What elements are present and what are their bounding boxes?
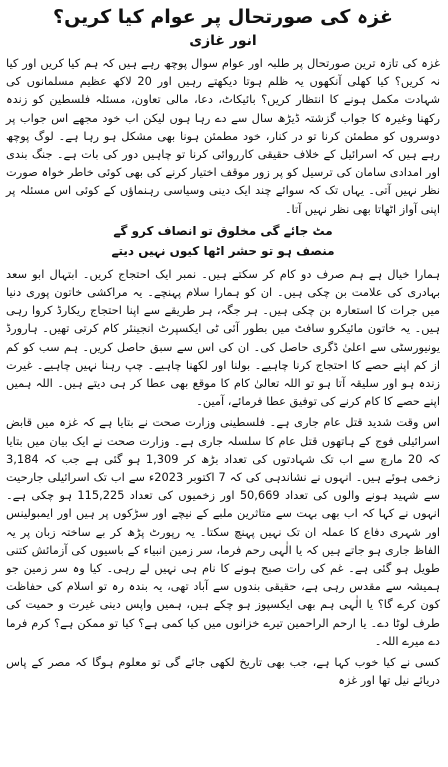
verse-line-2 xyxy=(6,241,440,261)
verse-line-1-text: مٹ جائے گی مخلوق تو انصاف کرو گے xyxy=(113,223,333,238)
verse-line-1 xyxy=(6,221,440,241)
verse xyxy=(6,221,440,261)
paragraph-4: کسی نے کیا خوب کہا ہے، جب بھی تاریخ لکھی جائے گی تو معلوم ہوگا کہ مصر کے پاس دریائے نیل تھا اور غزہ xyxy=(6,655,440,688)
verse-line-2-text: منصف ہو تو حشر اٹھا کیوں نہیں دیتے xyxy=(111,243,335,258)
paragraph-3: اس وقت شدید قتل عام جاری ہے۔ فلسطینی وزارت صحت نے بتایا ہے کہ غزہ میں قابض اسرائیلی فوج کے ہاتھوں قتل عام کا سلسلہ جاری ہے۔ وزارت صحت نے ایک بیان میں بتایا کہ 20 مارچ سے اب تک شہادتوں کی تعداد بڑھ کر 1,309 ہو گئی ہے جب کہ 3,184 زخمی ہوئے ہیں۔ انہوں نے نشاندہی کی کہ 7 اکتوبر 2023ء سے اب تک اسرائیلی جارحیت سے شہید ہونے والوں کی تعداد 50,669 اور زخمیوں کی تعداد 115,225 ہو چکی ہے۔ انہوں نے کہا کہ اب بھی بہت سے متاثرین ملبے کے نیچے اور سڑکوں پر ہیں اور ایمبولینس اور شہری دفاع کا عملہ ان تک نہیں پہنچ سکتا۔ یہ رپورٹ پڑھ کر بے ساختہ زبان پر یہ الفاظ جاری ہو جاتے ہیں کہ یا الٰہی رحم فرما، سر زمین انبیاء کے باسیوں کی آزمائش کتنی طویل ہو گئی ہے۔ غم کی رات صبح ہونے کا نام ہی نہیں لے رہی۔ کیا وہ سر زمین جو ہمیشہ سے مقدس رہی ہے، حقیقی بندوں سے آباد تھی، یہ بندہ رہ تو اسلام کی حفاظت کون کرے گا؟ یا الٰہی ہم بھی ایکسپوز ہو چکے ہیں، ہمیں واپس دینی غیرت و حمیت کی طرف لوٹا دے۔ یا ارحم الراحمین تیرے خزانوں میں کیا کمی ہے؟ کیا تو ممکن ہے؟ کرم فرما دے میرے اللہ۔ xyxy=(6,415,441,648)
article-title: غزہ کی صورتحال پر عوام کیا کریں؟ xyxy=(53,6,393,28)
article-body xyxy=(6,54,440,690)
paragraph-1: غزہ کی تازہ ترین صورتحال پر طلبہ اور عوام سوال پوچھ رہے ہیں کہ ہم کیا کریں اور کیا نہ کریں؟ کیا کھلی آنکھوں یہ ظلم ہوتا دیکھتے رہیں اور 20 لاکھ عظیم مسلمانوں کی شہادت مکمل ہونے کا انتظار کریں؟ بائیکاٹ، دعا، مالی تعاون، مسئلہ فلسطین کو زندہ رکھنا وغیرہ کا جواب گزشتہ ڈیڑھ سال سے دے رہا ہوں لیکن اب خود مجھے اس جواب پر دوسروں کو مطمئن کرنا تو در کنار، خود مطمئن ہونا بھی مشکل ہو رہا ہے۔ لوگ پوچھ رہے ہیں کہ اسرائیل کے خلاف حقیقی کارروائی کرنا تو چاہیں دور کی بات ہے۔ جنگ بندی اور امدادی سامان کی ترسیل کو پر زور موقف اختیار کرنے کی بھی کوئی خاطر خواہ صورت نظر نہیں آتی۔ یہاں تک کہ سوائے چند ایک دینی وسیاسی رہنماؤں کے کوئی اس مسئلہ پر اپنی آواز اٹھاتا بھی نظر نہیں آتا۔ xyxy=(6,56,441,216)
paragraph-2: ہمارا خیال ہے ہم صرف دو کام کر سکتے ہیں۔ نمبر ایک احتجاج کریں۔ ابتہال ابو سعد بہادری کی علامت بن چکی ہیں۔ ان کو ہمارا سلام پہنچے۔ یہ مراکشی خاتون پوری دنیا میں جرات کا استعارہ بن چکی ہیں۔ ہر جگہ، ہر طریقے سے اپنا احتجاج ریکارڈ کروا رہی ہیں۔ یہ خاتون مائیکرو سافٹ میں بطور آئی ٹی ایکسپرٹ انجینئر کام کرتی تھیں۔ ہارورڈ یونیورسٹی سے اعلیٰ ڈگری حاصل کی۔ ان کی اس سے سبق حاصل کریں۔ ہم سب کو کم از کم اپنے حصے کا احتجاج کرنا چاہیے۔ بولنا اور لکھنا چاہیے۔ چپ رہنا نہیں چاہیے۔ غیرت زندہ ہو اور سلیقہ آتا ہو تو اللہ تعالیٰ کام کا موقع بھی عطا کر ہی دیتے ہیں۔ اللہ ہمیں اپنے حصے کا کام کرنے کی توفیق عطا فرمائے، آمین۔ xyxy=(6,266,440,409)
article-author: انور غازی xyxy=(189,33,257,49)
